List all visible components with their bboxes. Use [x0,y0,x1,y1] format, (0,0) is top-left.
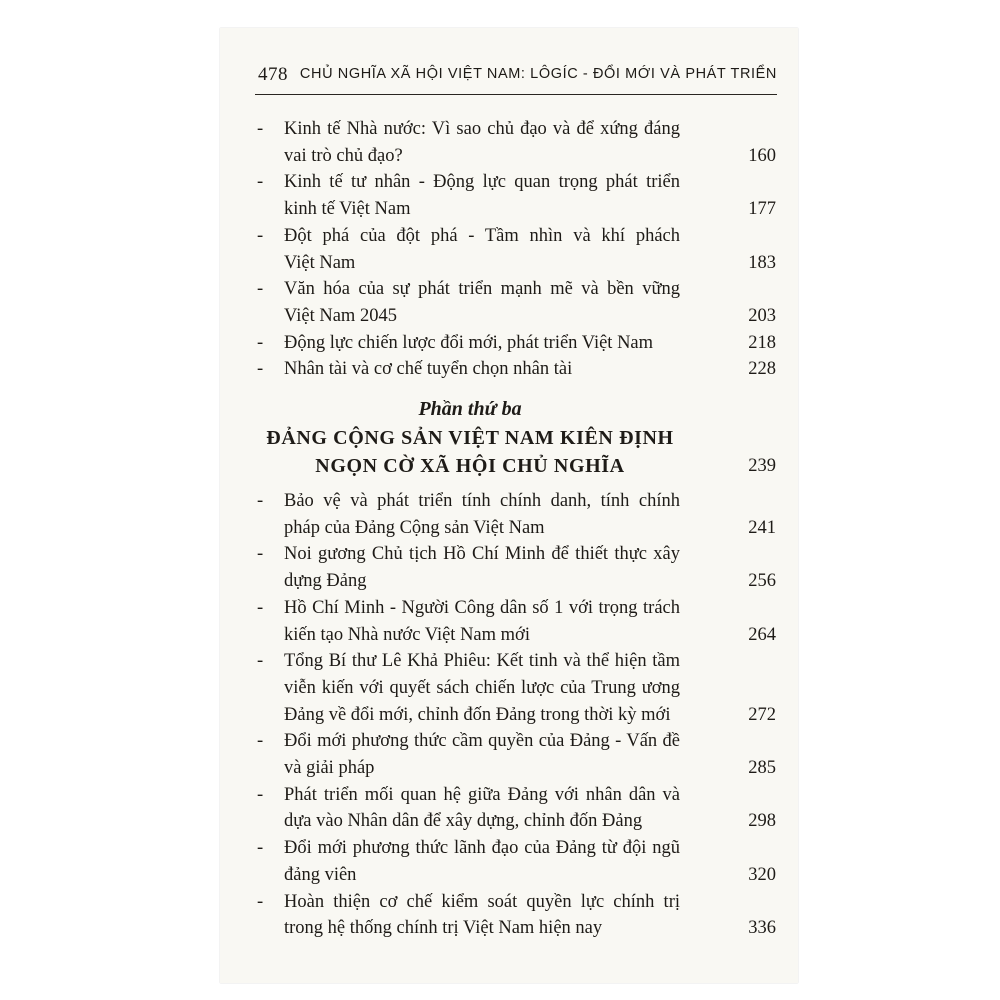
toc-entry-title-line: Việt Nam 2045 [284,305,397,326]
toc-entry-title-line: Đột phá của đột phá - Tầm nhìn và khí phách [284,225,680,246]
toc-entry-page-number: 203 [748,305,776,326]
toc-entry-title-line: Nhân tài và cơ chế tuyển chọn nhân tài [284,359,573,380]
toc-entry-title-line: và giải pháp [284,758,375,778]
toc-entry-dash: - [257,651,264,672]
toc-entry-dash: - [257,332,264,353]
toc-entry-title-line: Kinh tế Nhà nước: Vì sao chủ đạo và để xứng đáng [284,119,680,139]
toc-entry-page-number: 160 [748,145,776,166]
toc-entry-dash: - [257,491,264,511]
toc-entry-title-line: dựng Đảng [284,571,367,592]
toc-entry-title-line: đảng viên [284,864,357,885]
section-label: Phần thứ ba [418,398,522,420]
toc-entry-title-line: Đổi mới phương thức lãnh đạo của Đảng từ đội ngũ [284,838,680,859]
toc-entry-page-number: 183 [748,252,776,273]
toc-entry-title-line: Tổng Bí thư Lê Khả Phiêu: Kết tinh và thể hiện tầm [284,651,680,672]
toc-entry-title-line: trong hệ thống chính trị Việt Nam hiện nay [284,918,603,939]
toc-entry-title-line: Đảng về đổi mới, chỉnh đốn Đảng trong thời kỳ mới [284,704,671,725]
toc-entry-page-number: 218 [748,332,776,353]
toc-entry-dash: - [257,359,264,380]
page-number: 478 [258,64,288,85]
toc-entry-dash: - [257,225,264,246]
toc-entry-page-number: 241 [748,517,776,538]
toc-entry-title-line: dựa vào Nhân dân để xây dựng, chỉnh đốn Đảng [284,811,643,832]
toc-entry-page-number: 264 [748,624,776,645]
toc-entry-page-number: 256 [748,571,776,592]
toc-entry-dash: - [257,597,264,618]
toc-entry-dash: - [257,731,264,752]
toc-entry-title-line: Noi gương Chủ tịch Hồ Chí Minh để thiết thực xây [284,544,680,565]
toc-entry-dash: - [257,891,264,912]
toc-entry-title-line: Phát triển mối quan hệ giữa Đảng với nhân dân và [284,784,680,805]
toc-entry-title-line: Hoàn thiện cơ chế kiểm soát quyền lực chính trị [284,891,680,912]
toc-entry-dash: - [257,784,264,805]
toc-entry-title-line: Đổi mới phương thức cầm quyền của Đảng - Vấn đề [284,731,680,752]
toc-entry-page-number: 272 [748,704,776,725]
toc-entry-dash: - [257,119,264,139]
toc-entry-title-line: Việt Nam [284,252,356,273]
toc-entry-page-number: 320 [748,864,776,885]
toc-entry-page-number: 285 [748,758,776,778]
toc-entry-title-line: pháp của Đảng Cộng sản Việt Nam [284,517,545,538]
toc-entry-title-line: viễn kiến với quyết sách chiến lược của Trung ương [284,677,680,698]
section-title-line-2: NGỌN CỜ XÃ HỘI CHỦ NGHĨA [315,455,625,477]
toc-entry-dash: - [257,279,264,300]
toc-entry-title-line: Bảo vệ và phát triển tính chính danh, tính chính [284,491,680,511]
toc-entry-title-line: kinh tế Việt Nam [284,199,411,220]
toc-entry-dash: - [257,544,264,565]
section-page-number: 239 [748,456,776,476]
toc-entry-title-line: Kinh tế tư nhân - Động lực quan trọng phát triển [284,172,680,193]
toc-entry-title-line: Văn hóa của sự phát triển mạnh mẽ và bền vững [284,279,680,300]
toc-entry-page-number: 298 [748,811,776,832]
toc-entry-title-line: kiến tạo Nhà nước Việt Nam mới [284,624,530,645]
toc-entry-page-number: 336 [748,918,776,939]
toc-entry-title-line: vai trò chủ đạo? [284,145,403,166]
toc-entry-title-line: Hồ Chí Minh - Người Công dân số 1 với trọng trách [284,597,680,618]
toc-entry-page-number: 228 [748,359,776,380]
toc-entry-title-line: Động lực chiến lược đổi mới, phát triển Việt Nam [284,332,654,353]
toc-entry-dash: - [257,838,264,859]
section-title-line-1: ĐẢNG CỘNG SẢN VIỆT NAM KIÊN ĐỊNH [266,427,674,449]
toc-entry-page-number: 177 [748,199,776,220]
running-title: CHỦ NGHĨA XÃ HỘI VIỆT NAM: LÔGÍC - ĐỔI MỚI VÀ PHÁT TRIỂN [299,66,777,82]
toc-entry-dash: - [257,172,264,193]
